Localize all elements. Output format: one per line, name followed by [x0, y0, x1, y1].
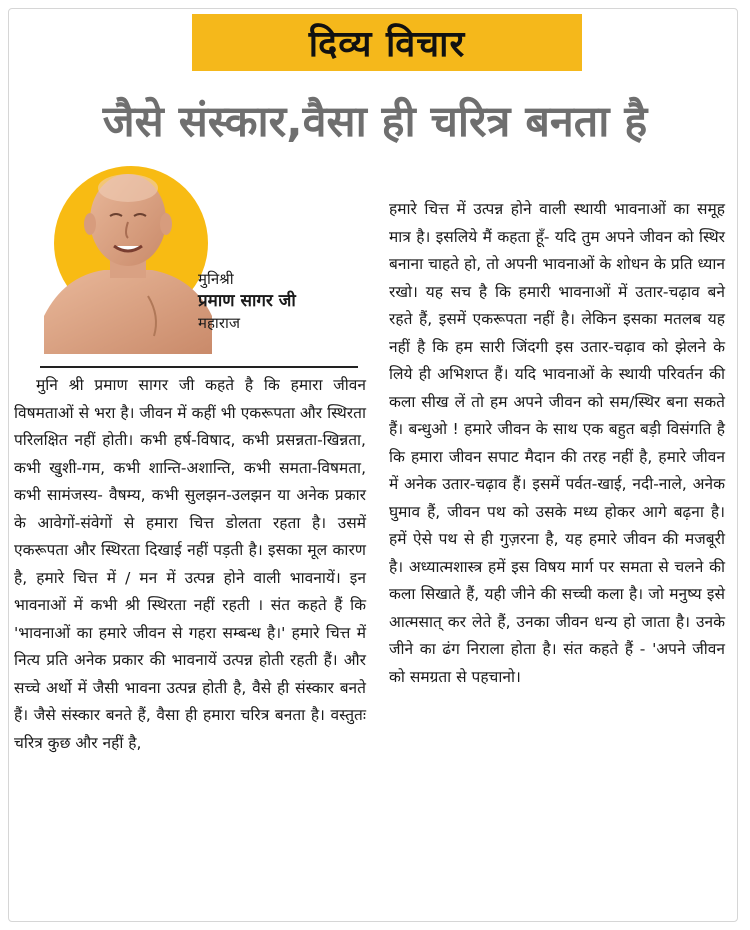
right-column-text: हमारे चित्त में उत्पन्न होने वाली स्थायी भावनाओं का समूह मात्र है। इसलिये मैं कहता हूँ- यदि तुम अपने जीवन को स्थिर बनाना चाहते हो, तो अपनी भावनाओं के शोधन के प्रति ध्यान रखो। यह सच है कि हमारी भावनाओं में उतार-चढ़ाव बने रहते हैं, इसमें एकरूपता नहीं है। लेकिन इसका मतलब यह नहीं है कि हम सारी जिंदगी इस उतार-चढ़ाव को झेलने के लिये ही अभिशप्त हैं। यदि भावनाओं के स्थायी परिवर्तन की कला सीख लें तो हम अपने जीवन को सम/स्थिर बना सकते हैं। बन्धुओ ! हमारे जीवन के साथ एक बहुत बड़ी विसंगति है कि हमारा जीवन सपाट मैदान की तरह नहीं है, हमारे जीवन में अनेक उतार-चढ़ाव हैं। इसमें पर्वत-खाई, नदी-नाले, अनेक घुमाव हैं, जीवन पथ को उसके मध्य होकर आगे बढ़ना है। हमें ऐसे पथ से ही गुज़रना है, यह हमारे जीवन की मजबूरी है। अध्यात्मशास्त्र हमें इस विषय मार्ग पर समता से चलने की कला सिखाते हैं, यही जीने की सच्ची कला है। जो मनुष्य इसे आत्मसात् कर लेते हैं, उनका जीवन धन्य हो जाता है। उनके जीने का ढंग निराला होता है। संत कहते हैं - 'अपने जीवन को समग्रता से पहचानो। [389, 200, 725, 686]
byline-divider [40, 366, 358, 368]
left-column-text: मुनि श्री प्रमाण सागर जी कहते है कि हमारा जीवन विषमताओं से भरा है। जीवन में कहीं भी एकरूपता और स्थिरता परिलक्षित नहीं होती। कभी हर्ष-विषाद, कभी प्रसन्नता-खिन्नता, कभी खुशी-गम, कभी शान्ति-अशान्ति, कभी समता-विषमता, कभी सामंजस्य- वैषम्य, कभी सुलझन-उलझन या अनेक प्रकार के आवेगों-संवेगों से हमारा चित्त डोलता रहता है। उसमें एकरूपता और स्थिरता दिखाई नहीं पड़ती है। इसका मूल कारण है, हमारे चित्त में / मन में उत्पन्न होने वाली भावनायें। इन भावनाओं में कभी श्री स्थिरता नहीं रहती । संत कहते हैं कि 'भावनाओं का हमारे जीवन से गहरा सम्बन्ध है।' हमारे चित्त में नित्य प्रति अनेक प्रकार की भावनायें उत्पन्न होती रहती हैं। और सच्चे अर्थो में जैसी भावना उत्पन्न होती है, वैसे ही संस्कार बनते हैं। जैसे संस्कार बनते हैं, वैसा ही हमारा चरित्र बनता है। वस्तुतः चरित्र कुछ और नहीं है, [14, 376, 366, 752]
article-headline: जैसे संस्कार,वैसा ही चरित्र बनता है [102, 97, 648, 147]
article-left-column [14, 372, 366, 757]
monk-portrait-icon [44, 166, 212, 354]
section-banner [192, 14, 582, 71]
byline-suffix: महाराज [198, 314, 240, 332]
section-title: दिव्य विचार [308, 24, 466, 65]
byline-prefix: मुनिश्री [198, 270, 234, 288]
author-name: प्रमाण सागर जी [198, 291, 296, 311]
article-right-column [389, 196, 725, 691]
author-byline [198, 268, 296, 334]
